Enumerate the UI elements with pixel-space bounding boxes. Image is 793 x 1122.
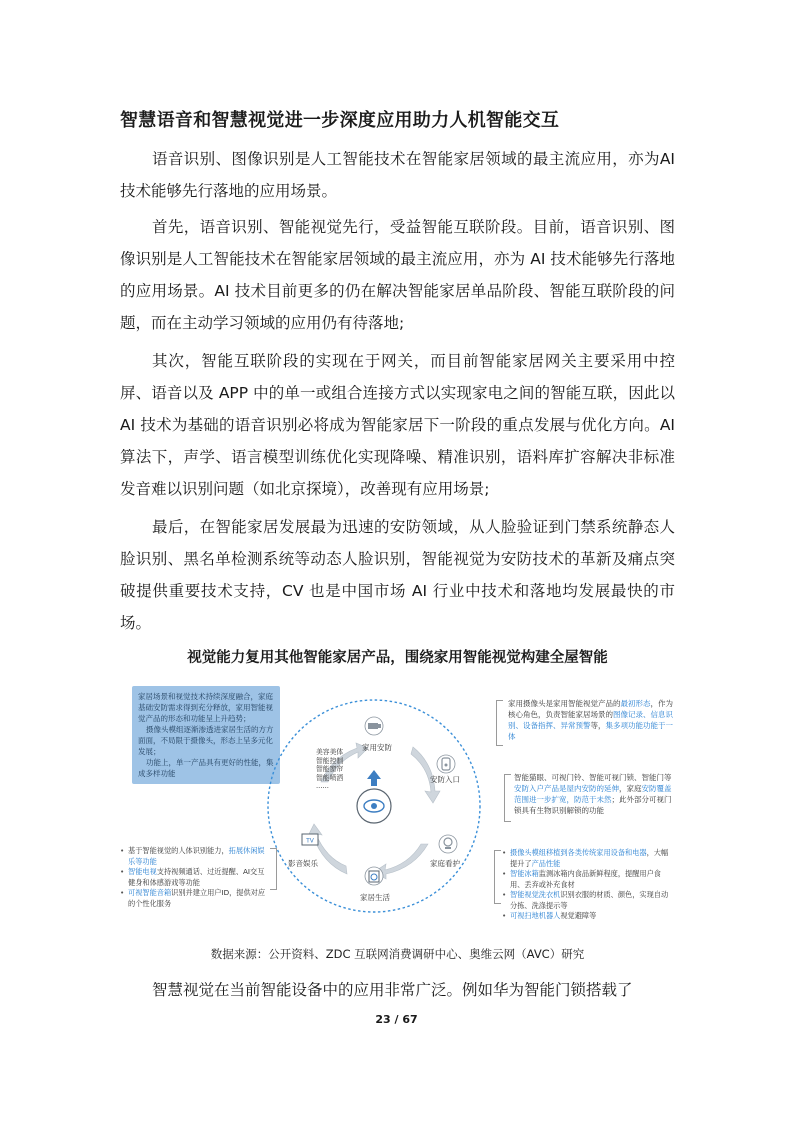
paragraph-2: 首先，语音识别、智能视觉先行，受益智能互联阶段。目前，语音识别、图像识别是人工智能技术在智能家居领域的最主流应用，亦为 AI 技术能够先行落地的应用场景。AI 技术目前更多的仍在解决智能家居单品阶段、智能互联阶段的问题，而在主动学习领域的应用仍有待落地; — [120, 218, 675, 332]
inner-feature-list — [316, 748, 343, 791]
bracket-right-mid — [504, 774, 511, 822]
appliance-item-4: • 可视扫地机器人视觉避障等 — [502, 911, 674, 922]
entry-desc-d: 安防覆盖范围进一步扩宽，防范于未然 — [514, 784, 672, 804]
entertainment-item-2: • 智能电视支持视频通话、过近提醒、AI交互健身和体感游戏等功能 — [120, 867, 270, 888]
entry-desc-e: ；此外部分可视门锁具有生物识别解锁的功能 — [514, 795, 672, 815]
summary-line-3: 功能上，单一产品具有更好的性能，集成多样功能 — [138, 758, 274, 778]
entertainment-list — [120, 846, 270, 909]
camera-desc-a: 家用摄像头是家用智能视觉产品的 — [508, 699, 621, 708]
entertainment-item-1: • 基于智能视觉的人体识别能力，拓展休闲娱乐等功能 — [120, 846, 270, 867]
label-home-care: 家庭看护 — [430, 859, 460, 868]
appliance-item-2: • 智能冰箱监测冰箱内食品新鲜程度，提醒用户食用、丢弃或补充食材 — [502, 869, 674, 890]
entry-security-description — [514, 772, 676, 816]
entertainment-item-3: • 可视智能音箱识别并建立用户ID，提供对应的个性化服务 — [120, 888, 270, 909]
inner-feature-4: 智能喷洒 — [316, 773, 344, 782]
page-number: 23 / 67 — [375, 1013, 418, 1026]
label-security-entry: 安防入口 — [430, 775, 460, 784]
care-camera-icon — [439, 835, 457, 853]
camera-desc-c: ，作为核心角色，负责智能家居场景的 — [508, 699, 673, 719]
label-home-security: 家用安防 — [362, 743, 392, 752]
figure-title: 视觉能力复用其他智能家居产品，围绕家用智能视觉构建全屋智能 — [187, 650, 608, 666]
inner-feature-3: 智能窗帘 — [316, 765, 344, 774]
camera-description — [508, 698, 674, 742]
camera-icon — [365, 717, 383, 735]
door-lock-icon — [437, 755, 455, 773]
summary-line-2: 摄像头模组逐渐渗透进家居生活的方方面面，不局限于摄像头，形态上呈多元化发展； — [138, 725, 274, 756]
continuation-paragraph: 智慧视觉在当前智能设备中的应用非常广泛。例如华为智能门锁搭载了 — [152, 981, 633, 999]
appliance-item-1: • 摄像头模组移植到各类传统家用设备和电器，大幅提升了产品性能 — [502, 848, 674, 869]
appliance-item-3: • 智能视觉洗衣机识别衣服的材质、颜色，实现自动分拣、洗涤提示等 — [502, 890, 674, 911]
svg-text:TV: TV — [306, 837, 314, 845]
bracket-left-bottom — [270, 848, 277, 890]
entry-desc-b: 安防入户产品是屋内安防的延伸 — [514, 784, 619, 793]
entry-desc-a: 智能猫眼、可视门铃、智能可视门锁、智能门等 — [514, 773, 672, 782]
bracket-right-bottom — [494, 850, 501, 904]
label-av-entertainment: 影音娱乐 — [288, 859, 318, 868]
label-home-life: 家居生活 — [360, 893, 390, 902]
smart-vision-figure — [110, 682, 690, 942]
camera-desc-f: 集多项功能功能于一体 — [508, 721, 673, 741]
camera-desc-e: 等， — [590, 721, 606, 730]
inner-feature-5: ...... — [316, 782, 329, 791]
paragraph-4: 最后，在智能家居发展最为迅速的安防领域，从人脸验证到门禁系统静态人脸识别、黑名单检测系统等动态人脸识别，智能视觉为安防技术的革新及痛点突破提供重要技术支持，CV 也是中国市场 AI 行业中技术和落地均发展最快的市场。 — [120, 518, 675, 632]
paragraph-3: 其次，智能互联阶段的实现在于网关，而目前智能家居网关主要采用中控屏、语音以及 APP 中的单一或组合连接方式以实现家电之间的智能互联，因此以 AI 技术为基础的语音识别必将成为智能家居下一阶段的重点发展与优化方向。AI 算法下，声学、语言模型训练优化实现降噪、精准识别，语料库扩容解决非标准发音难以识别问题（如北京探境），改善现有应用场景; — [120, 352, 675, 498]
washing-machine-icon — [365, 867, 383, 885]
camera-desc-d: 图像记录、信息识别、设备指挥、异常预警 — [508, 710, 673, 730]
data-source: 数据来源：公开资料、ZDC 互联网消费调研中心、奥维云网（AVC）研究 — [210, 947, 585, 961]
inner-feature-1: 美容美体 — [316, 748, 344, 756]
home-vision-ring-diagram — [246, 694, 496, 914]
entry-desc-c: ，家庭 — [619, 784, 642, 793]
bracket-right-top — [496, 700, 503, 746]
paragraph-1: 语音识别、图像识别是人工智能技术在智能家居领域的最主流应用，亦为AI 技术能够先行落地的应用场景。 — [120, 150, 675, 200]
inner-feature-2: 智能控制 — [316, 756, 344, 765]
tv-icon — [302, 834, 318, 845]
section-heading: 智慧语音和智慧视觉进一步深度应用助力人机智能交互 — [120, 110, 560, 131]
camera-desc-b: 最初形态 — [620, 699, 651, 708]
summary-line-1: 家居场景和视觉技术持续深度融合，家庭基础安防需求得到充分释放，家用智能视觉产品的形态和功能呈上升趋势； — [138, 692, 273, 723]
appliance-list — [502, 848, 674, 922]
